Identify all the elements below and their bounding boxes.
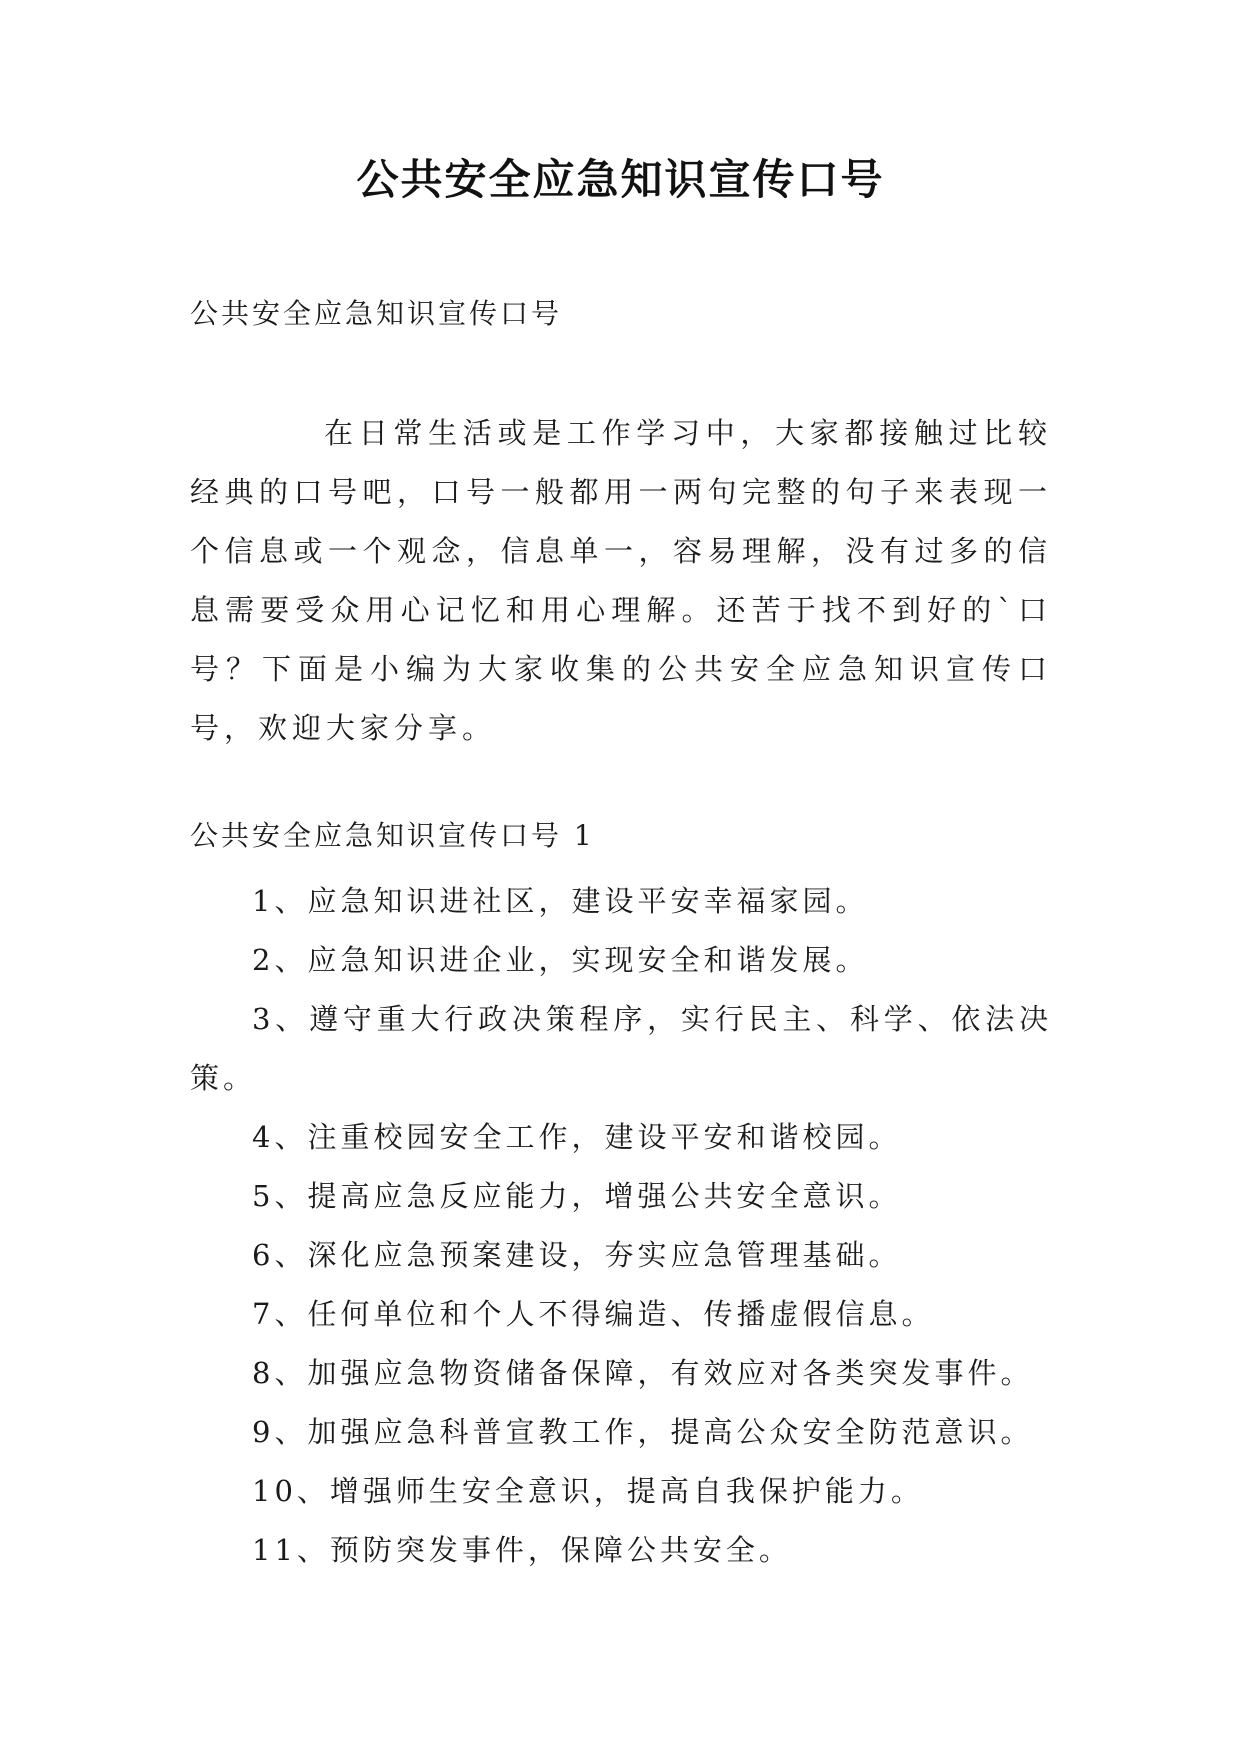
section-heading: 公共安全应急知识宣传口号 1 bbox=[190, 819, 595, 852]
slogan-item: 3、遵守重大行政决策程序，实行民主、科学、依法决策。 bbox=[190, 1002, 1052, 1095]
intro-paragraph: 在日常生活或是工作学习中，大家都接触过比较经典的口号吧，口号一般都用一两句完整的句子来表现一个信息或一个观念，信息单一，容易理解，没有过多的信息需要受众用心记忆和用心理解。还苦于找不到好的`口号？下面是小编为大家收集的公共安全应急知识宣传口号，欢迎大家分享。 bbox=[190, 416, 1052, 745]
slogan-item: 11、预防突发事件，保障公共安全。 bbox=[252, 1533, 792, 1567]
document-title: 公共安全应急知识宣传口号 bbox=[356, 155, 885, 204]
slogan-item: 8、加强应急物资储备保障，有效应对各类突发事件。 bbox=[252, 1356, 1034, 1390]
slogan-item: 7、任何单位和个人不得编造、传播虚假信息。 bbox=[252, 1297, 935, 1331]
slogan-item: 6、深化应急预案建设，夯实应急管理基础。 bbox=[252, 1238, 902, 1272]
document-subtitle: 公共安全应急知识宣传口号 bbox=[190, 297, 563, 330]
slogan-item: 1、应急知识进社区，建设平安幸福家园。 bbox=[252, 884, 869, 918]
slogan-item: 5、提高应急反应能力，增强公共安全意识。 bbox=[252, 1179, 902, 1213]
slogan-item: 10、增强师生安全意识，提高自我保护能力。 bbox=[252, 1474, 924, 1508]
slogan-item: 2、应急知识进企业，实现安全和谐发展。 bbox=[252, 943, 869, 977]
slogan-list bbox=[190, 872, 1052, 1580]
slogan-item: 9、加强应急科普宣教工作，提高公众安全防范意识。 bbox=[252, 1415, 1034, 1449]
slogan-item: 4、注重校园安全工作，建设平安和谐校园。 bbox=[252, 1120, 902, 1154]
